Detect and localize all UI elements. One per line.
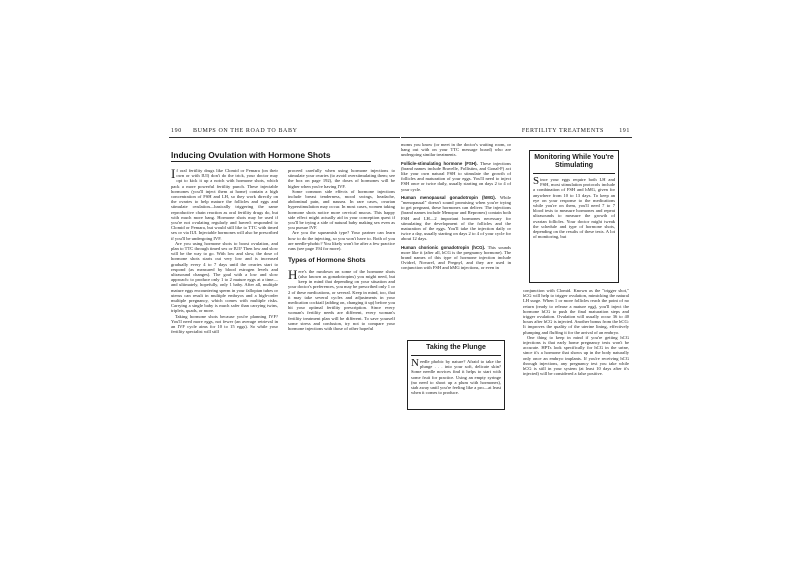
header-rule [169, 137, 400, 138]
page-number: 191 [619, 128, 630, 134]
box-title: Taking the Plunge [426, 344, 486, 351]
heading-rule [171, 161, 371, 162]
paragraph [401, 195, 511, 242]
subsection-heading: Types of Hormone Shots [288, 257, 366, 265]
paragraph-text: eedle phobic by nature? Afraid to take the plunge . . . into your soft, delicate skin? Some needle novices find it helps to start with some fruit for practice. Using an empty syringe (no need to shoot up a plum with hormones), stab away until you're feeling like a pro—at least when it comes to produce. [411, 359, 501, 396]
box-rule [411, 355, 501, 356]
paragraph-text: These injections (brand names include Bravelle, Follistim, and Gonal-F) act like your own natural FSH to stimulate the growth of follicles and maturation of your eggs. You'll need to inject FSH once or twice daily, usually starting on days 2 to 4 of your cycle. [401, 160, 511, 192]
term-heading: Follicle-stimulating hormone (FSH). [401, 160, 478, 166]
drop-cap: H [288, 266, 298, 282]
sidebar-box-monitoring [529, 150, 619, 283]
paragraph [401, 245, 511, 271]
paragraph-text: ere's the rundown on some of the hormone shots (also known as gonadotropins) you might need, but keep in mind that depending on your situation and your doctor's preferences, you may be prescribed only 1 or 2 of these medications, or several. Keep in mind, too, that it may take several cycles and adjustments in your medication cocktail (adding on, changing it up) before you hit your optimal fertility prescription. Since every woman's fertility needs are different, every woman's fertility treatment plan will be different. To save yourself some stress and confusion, try not to compare your hormone injections with those of other hopeful [288, 268, 395, 332]
paragraph: moms you know (or meet in the doctor's waiting room, or hang out with on your TTC message board) who are undergoing similar treatments. [401, 142, 511, 158]
term-heading: Human menopausal gonadotropin (hMG). [401, 194, 496, 200]
header-rule [401, 137, 632, 138]
paragraph: Some common side effects of hormone injections include breast tenderness, mood swings, headache, abdominal pain, and nausea. In rare cases, ovarian hyperstimulation may occur. In most cases, women taking hormone shots notice more cervical mucus. This happy side effect might actually aid in your conception quest if you'll be trying a side of natural baby making sex even as you pursue IVF. [288, 188, 395, 231]
running-head-title: FERTILITY TREATMENTS [521, 128, 604, 134]
paragraph-text: While "menopausal" doesn't sound promising when you're trying to get pregnant, these hormones can deliver. The injections (brand names include Menopur and Repronex) contain both FSH and LH—2 important hormones necessary for stimulating the development of the follicles and the maturation of the eggs. You'll take the injection daily or twice a day, usually starting on days 2 to 4 of your cycle for about 12 days. [401, 194, 511, 242]
box-text [411, 359, 501, 395]
drop-cap: N [411, 357, 419, 369]
box-text [533, 177, 615, 239]
paragraph [171, 168, 278, 241]
paragraph-text: ince your eggs require both LH and FSH, most stimulation protocols include a combination of FSH and hMG, given for anywhere from 10 to 13 days. To keep an eye on your response to the medications while you're on them, you'll need 7 to 7 blood tests to measure hormones and repeat ultrasounds to measure the growth of ovarian follicles. Your doctor might tweak the schedule and type of hormone shots, depending on the results of these tests. A lot of monitoring, but [533, 177, 615, 240]
paragraph: One thing to keep in mind if you're getting hCG injections is that early home pregnancy tests won't be accurate. HPTs look specifically for hCG in the urine, since it's a hormone that shows up in the body naturally only once an embryo implants. If you're receiving hCG through injections, any pregnancy test you take while hCG is still in your system (at least 10 days after it's injected) will be considered a false positive. [523, 334, 629, 377]
box-title: Monitoring While You're Stimulating [534, 154, 614, 169]
paragraph: Taking hormone shots because you're planning IVF? You'll need more eggs, not fewer (an average retrieval in an IVF cycle aims for 10 to 15 eggs). So while your fertility specialist will still [171, 313, 278, 335]
section-heading: Inducing Ovulation with Hormone Shots [171, 150, 331, 160]
sidebar-box-taking-the-plunge [407, 340, 505, 410]
paragraph: Are you the squeamish type? Your partner can learn how to do the injecting, so you won't have to. Both of you are needle-phobic? You likely won't be after a few practice runs (see page 194 for more). [288, 230, 395, 252]
box-rule [533, 173, 615, 174]
page-number: 190 [171, 128, 182, 134]
right-column-1 [401, 142, 511, 271]
term-heading: Human chorionic gonadotropin (hCG). [401, 244, 486, 250]
drop-cap: S [533, 175, 540, 187]
paragraph-text: f oral fertility drugs like Clomid or Femara (on their own or with IUI) don't do the trick, your doctor may opt to kick it up a notch with hormone shots, which pack a more powerful fertility punch. These injectable hormones (you'll inject them at home) contain a high concentration of FSH and LH, so they work directly on the ovaries to help mature the follicles and eggs and stimulate ovulation—basically triggering the same reproductive chain reaction as oral fertility drugs do, but with much more bang. Hormone shots may be used if you're not ovulating regularly and haven't responded to Clomid or Femara, but would still like to TTC with timed sex or via IUI. Injectable hormones will also be prescribed if you'll be undergoing IVF. [171, 168, 278, 241]
right-column-2 [523, 288, 629, 376]
paragraph: proceed carefully when using hormone injections to stimulate your ovaries (to avoid overstimulating them; see the box on page 192), the doses of hormones will be higher when you're having IVF. [288, 168, 395, 189]
paragraph [288, 266, 395, 332]
paragraph: conjunction with Clomid. Known as the "trigger shot," hCG will help to trigger ovulation, mimicking the natural LH surge. When 1 or more follicles reach the point of no return (ready to release a mature egg), you'll inject the hormone hCG to push the final maturation steps and trigger ovulation. Ovulation will usually occur 36 to 40 hours after hCG is injected. Another bonus from the hCG: It improves the quality of the uterine lining, effectively plumping and fluffing it for the arrival of an embryo. [523, 288, 629, 335]
left-column-2 [288, 168, 395, 331]
paragraph [401, 161, 511, 192]
running-head-title: BUMPS ON THE ROAD TO BABY [193, 128, 298, 134]
drop-cap: I [171, 166, 176, 181]
paragraph-text: This sounds more like it (after all, hCG is the pregnancy hormone). The brand names of this type of hormone injection include Ovidrel, Novarel, and Pregnyl, and they are used in conjunction with FSH and hMG injections, or even in [401, 244, 511, 271]
left-column-1 [171, 168, 278, 335]
paragraph: Are you using hormone shots to boost ovulation, and plan to TTC through timed sex or IUI? Then low and slow will be the way to go. With low and slow, the dose of hormone shots starts out very low and is increased gradually every 4 to 7 days until the ovaries start to respond (as measured by blood estrogen levels and ultrasound changes). The goal with a low and slow approach: to produce only 1 to 2 mature eggs at a time—and ultimately, hopefully, only 1 baby. After all, multiple mature eggs encountering sperm in your fallopian tubes or uterus can result in multiple embryos and a high-order multiple pregnancy, which comes with multiple risks. Carrying a single baby is much safer than carrying twins, triplets, quads, or more. [171, 240, 278, 314]
